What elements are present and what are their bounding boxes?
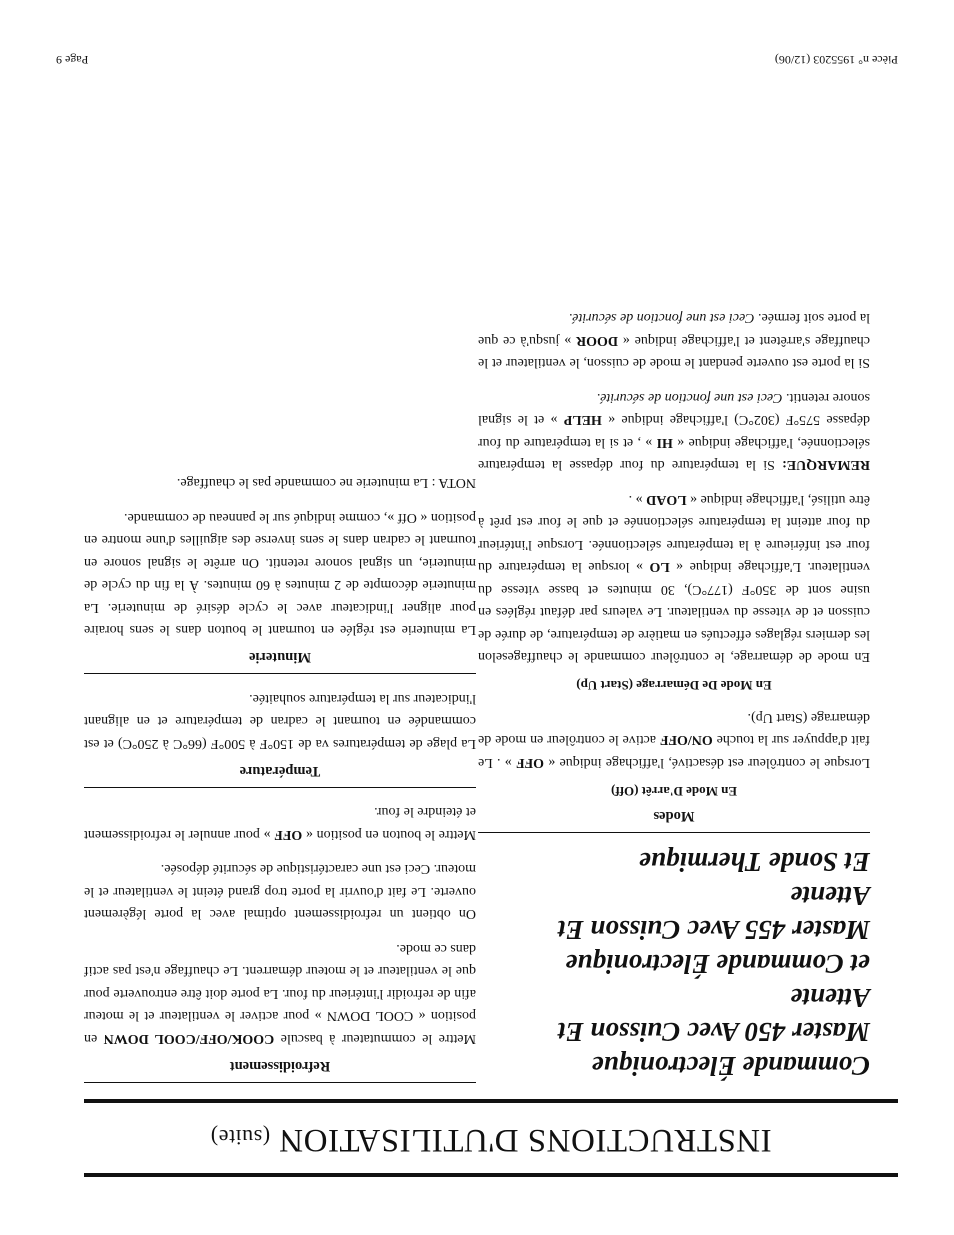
help-key: HELP [563,412,602,428]
remark-paragraph [478,386,870,476]
cooling-heading: Refroidissement [84,1057,476,1083]
subtitle-line-5: Et Sonde Thermique [638,847,870,877]
cooling-text-a: Mettre le commutateur à bascule [274,1031,476,1046]
cooling-text-b: en position « COOL DOWN » pour activer le ventilateur et le moteur afin de refroidir l'intérieur du four. La porte doit être entrouverte pour que le ventilateur et le moteur démarrent. Le chauffage n'est pas actif dans ce mode. [84,941,476,1046]
page-title-suffix: (suite) [210,1125,271,1150]
door-text-b: » jusqu'à ce que la porte soit fermée. [477,310,870,348]
on-off-key: ON/OFF [659,732,713,748]
modes-heading: Modes [478,807,870,833]
cooling-text-3a: Mettre le bouton en position « [302,827,476,842]
timer-heading: Minuterie [84,649,476,675]
timer-paragraph: La minuterie est réglée en tournant le bouton dans le sens horaire pour aligner l'indicateur avec le cycle désiré de minuterie. La minuterie décompte de 2 minutes à 60 minutes. À la fin du cycle de minuterie, un signal sonore retentit. On arrête le signal sonore en tournant le cadran dans le sens inverse des aiguilles d'une montre en position « Off », comme indiqué sur le panneau de commande. [84,510,476,638]
off-text-c: active le contrôleur en mode de démarrage (Start Up). [478,710,870,748]
startup-text-c: » . [628,492,647,507]
temperature-heading: Température [84,762,476,788]
subtitle-line-3: et Commande Électronique [565,949,870,979]
remark-text-b: » , et si la température du four dépasse 575°F (302°C) l'affichage indique « [478,412,870,450]
off-text-a: Lorsque le contrôleur est désactivé, l'affichage indique « [544,755,870,770]
right-column [84,459,476,1083]
cooling-paragraph-1 [84,937,476,1050]
subtitle-line-1: Commande Électronique [591,1051,870,1081]
off-mode-paragraph [478,706,870,774]
remark-note: Ceci est une fonction de sécurité. [596,390,783,405]
remark-text-c: » et le signal sonore retentit. [478,390,870,428]
subtitle-line-2: Master 450 Avec Cuisson Et Attente [557,983,870,1047]
left-column [478,294,870,1083]
cook-off-cool-key: COOK/OFF/COOL DOWN [103,1031,275,1046]
startup-paragraph [478,488,870,668]
door-key: DOOR [576,333,619,348]
page-title [84,1115,898,1165]
off-mode-heading: En Mode D'arrêt (Off) [611,784,737,799]
cooling-paragraph-3 [84,800,476,845]
cooling-off-key: OFF [274,827,303,842]
remark-text-a: Si la température du four dépasse la température sélectionnée, l'affichage indique « [478,435,870,473]
hi-key: HI [656,435,673,450]
cooling-text-3b: » pour annuler le refroidissement et éteindre le four. [84,804,476,842]
off-text-b: » . Le fait d'appuyer sur la touche [478,732,870,770]
footer-part-number: Pièce n° 1955203 (12/06) [774,53,898,67]
remark-label: REMARQUE: [782,457,870,473]
timer-note: NOTA : La minuterie ne commande pas le chauffage. [176,475,476,491]
door-paragraph [478,306,870,374]
door-note: Ceci est une fonction de sécurité. [568,310,755,326]
temperature-paragraph: La plage de températures va de 150°F à 500°F (66°C à 250°C) et est commandée en tournant le cadran de température et en alignant l'indicateur sur la température souhaitée. [84,691,476,751]
lo-key: LO [649,559,670,575]
startup-mode-heading: En Mode De Démarrage (Start Up) [576,678,772,694]
page-title-text: INSTRUCTIONS D'UTILISATION [278,1122,772,1158]
startup-text-a: En mode de démarrage, le contrôleur commande le chauffageselon les derniers réglages effectués en matière de température, de durée de cuisson et de vitesse du ventilateur. Le valeurs par défaut réglées en usine sont de 350°F (177°C), 30 minutes et basse vitesse du ventilateur. L'affichage indique « [478,559,870,665]
load-key: LOAD [646,492,687,507]
door-text-a: Si la porte est ouverte pendant le mode de cuisson, le ventilateur et le chauffage s'arrêtent et l'affichage indique « [478,333,870,371]
off-key: OFF [516,755,545,770]
subtitle-line-4: Master 455 Avec Cuisson Et Attente [557,881,870,945]
cooling-paragraph-2: On obtient un refroidissement optimal avec la porte légèrement ouverte. Le fait d'ouvrir la porte trop grand éteint le ventilateur et le moteur. Ceci est une caractéristique de sécurité déposée. [84,861,476,922]
section-subtitle [478,845,870,1083]
startup-text-b: » lorsque la température du four est inférieure à la température sélectionnée. Lorsque l'intérieur du four atteint la température sélectionnée et que le four est prêt à être utilisé, l'affichage indique « [478,492,870,575]
top-rule [84,1173,898,1177]
footer-page-number: Page 9 [56,53,89,67]
title-bottom-rule [84,1099,898,1103]
